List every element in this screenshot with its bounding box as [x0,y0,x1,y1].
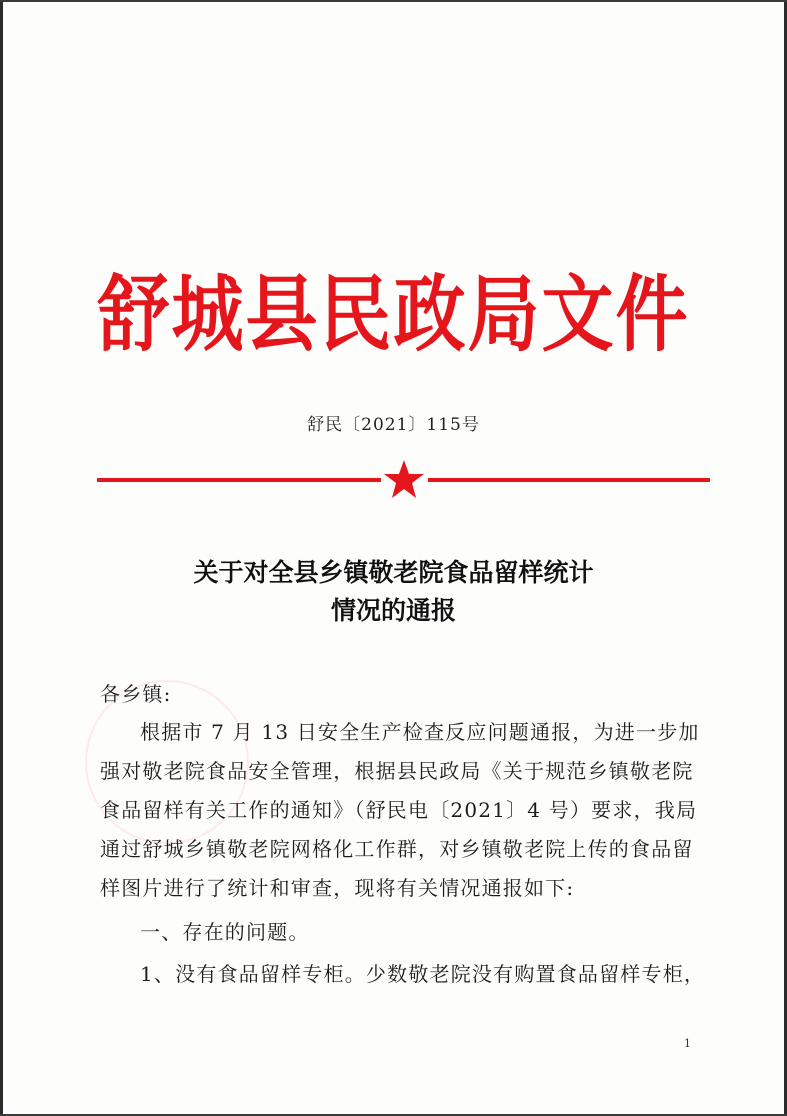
section-heading: 一、存在的问题。 [140,920,310,944]
body-line-5: 样图片进行了统计和审查，现将有关情况通报如下: [100,876,575,900]
scan-edge-top [0,0,787,2]
document-title-line-1: 关于对全县乡镇敬老院食品留样统计 [193,558,594,587]
page-number: 1 [684,1037,691,1050]
red-rule-right [428,478,710,482]
masthead-title: 舒城县民政局文件 [97,264,690,363]
salutation: 各乡镇: [100,682,172,706]
body-line-2: 强对敬老院食品安全管理，根据县民政局《关于规范乡镇敬老院 [100,759,694,783]
red-rule-left [97,478,381,482]
document-title-line-2: 情况的通报 [330,596,456,625]
red-star-icon [383,458,425,500]
body-line-1: 根据市 7 月 13 日安全生产检查反应问题通报，为进一步加 [140,720,700,744]
body-line-3: 食品留样有关工作的通知》（舒民电〔2021〕4 号）要求，我局 [100,798,698,822]
body-line-4: 通过舒城乡镇敬老院网格化工作群，对乡镇敬老院上传的食品留 [100,837,694,861]
document-number: 舒民〔2021〕115号 [307,415,480,435]
body-line-7: 1、没有食品留样专柜。少数敬老院没有购置食品留样专柜， [140,962,706,986]
